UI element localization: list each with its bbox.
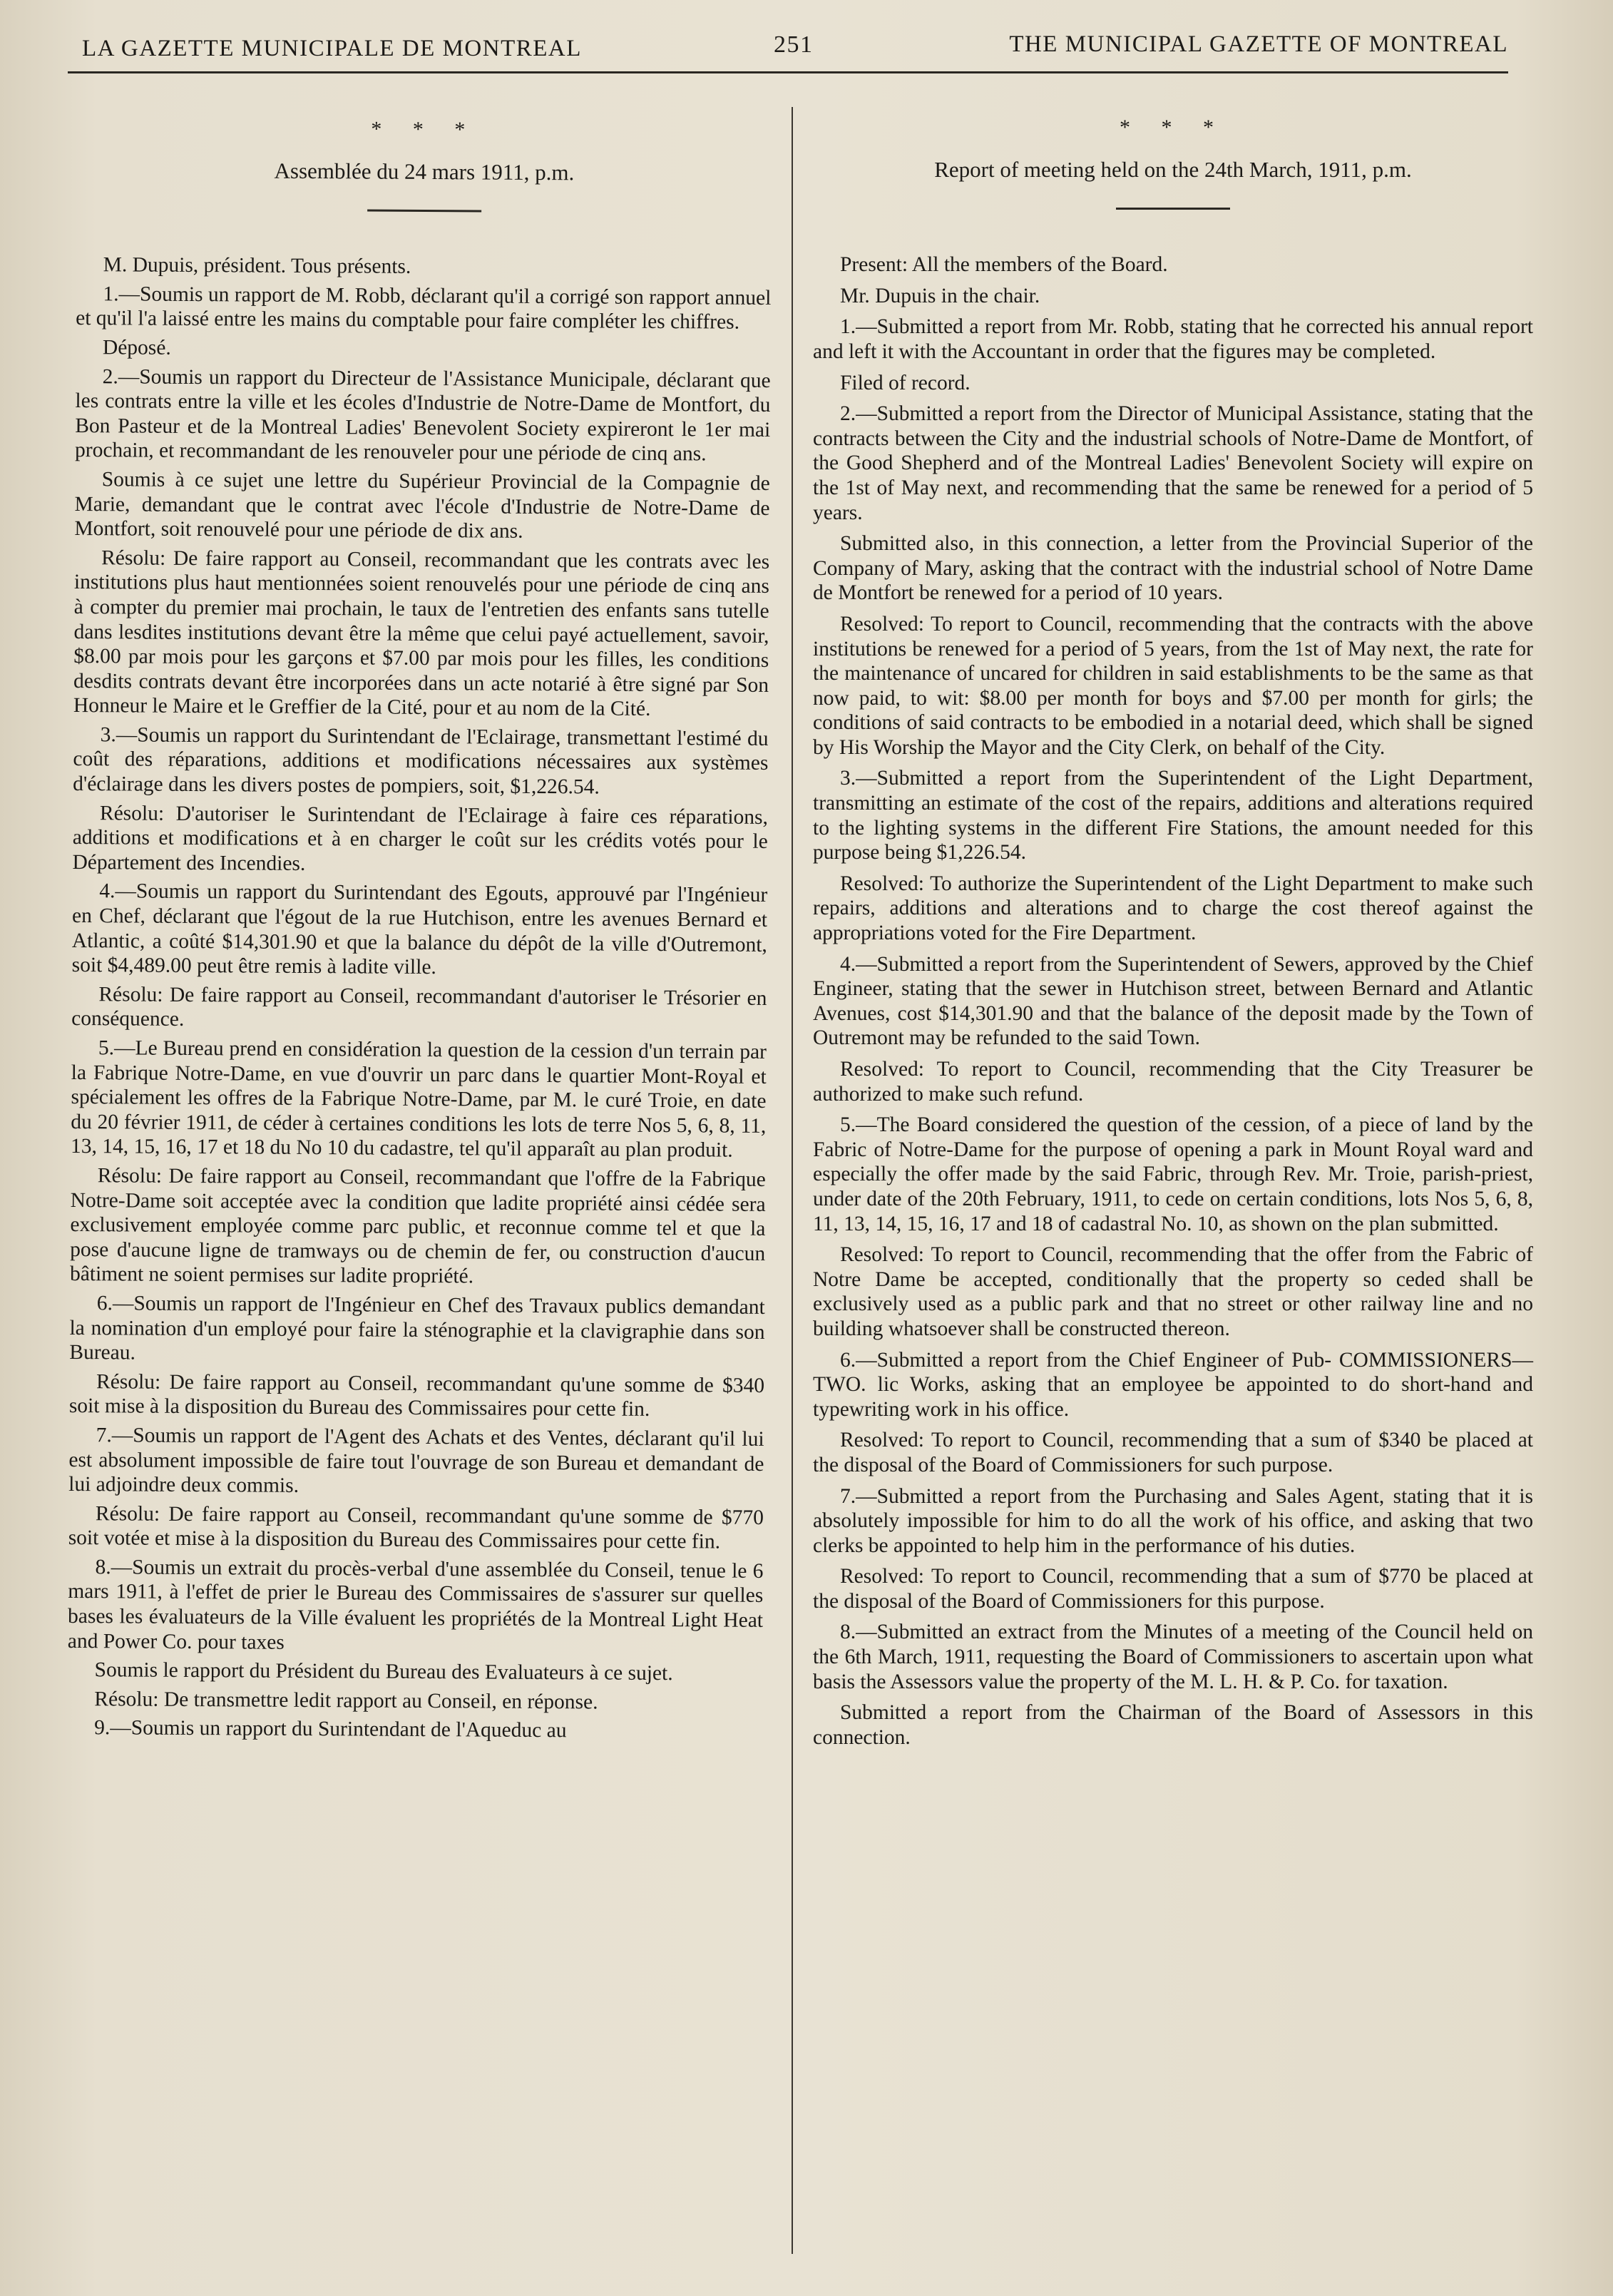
paragraph: 1.—Soumis un rapport de M. Robb, déclarant qu'il a corrigé son rapport annuel et qu'il l'a laissé entre les mains du comptable pour faire compléter les chiffres. <box>76 282 772 335</box>
page-number: 251 <box>774 31 814 58</box>
paragraph: 6.—Submitted a report from the Chief Engineer of Pub- COMMISSIONERS—TWO. lic Works, asking that an employee be appointed to do short-hand and typewriting work in his office. <box>813 1348 1533 1421</box>
paragraph: Résolu: De faire rapport au Conseil, recommandant d'autoriser le Trésorier en conséquence. <box>71 983 767 1031</box>
paragraph: 7.—Submitted a report from the Purchasing and Sales Agent, stating that it is absolutely impossible for him to do all the work of his office, and asking that two clerks be appointed to help him in the performance of his duties. <box>813 1484 1533 1557</box>
paragraph: 5.—The Board considered the question of the cession, of a piece of land by the Fabric of Notre-Dame for the purpose of opening a park in Mount Royal ward and especially the offer made by the said Fabric, through Rev. Mr. Troie, parish-priest, under date of the 20th February, 1911, to cede on certain conditions, lots Nos 5, 6, 8, 11, 13, 14, 15, 16, 17 and 18 of cadastral No. 10, as shown on the plan submitted. <box>813 1113 1533 1235</box>
paragraph: Resolved: To authorize the Superintendent of the Light Department to make such repairs, additions and alterations and to charge the cost thereof against the appropriations voted for the Fire Department. <box>813 872 1533 945</box>
paragraph: Résolu: De faire rapport au Conseil, recommandant que l'offre de la Fabrique Notre-Dame soit acceptée avec la condition que ladite propriété ainsi cédée sera exclusivement employée comme parc public, et reconnue comme tel et que la pose d'aucune ligne de tramways ou de chemin de fer, ou construction d'aucun bâtiment ne soient permises sur ladite propriété. <box>69 1164 766 1288</box>
paragraph: Déposé. <box>102 336 171 359</box>
paragraph: Resolved: To report to Council, recommending that the contracts with the above institutions be renewed for a period of 5 years, from the 1st of May next, the rate for the maintenance of uncared for children in said establishments to be the same as that now paid, to wit: $8.00 per month for boys and $7.00 per month for girls; the conditions of said contracts to be embodied in a notarial deed, which shall be signed by His Worship the Mayor and the City Clerk, on behalf of the City. <box>813 612 1533 759</box>
paragraph: 3.—Submitted a report from the Superintendent of the Light Department, transmitting an estimate of the cost of the repairs, additions and alterations required to the lighting systems in the different Fire Stations, the amount needed for this purpose being $1,226.54. <box>813 767 1533 864</box>
paragraph: Résolu: De transmettre ledit rapport au Conseil, en réponse. <box>94 1688 598 1714</box>
paragraph: 2.—Soumis un rapport du Directeur de l'Assistance Municipale, déclarant que les contrats entre la ville et les écoles d'Industrie de Notre-Dame de Montfort, du Bon Pasteur et de la Montreal Ladies' Benevolent Society expireront le 1er mai prochain, et recommandant de les renouveler pour une période de cinq ans. <box>74 364 771 466</box>
french-body <box>67 252 772 1745</box>
header-rule <box>68 71 1508 73</box>
paragraph: Résolu: De faire rapport au Conseil, recommandant qu'une somme de $770 soit votée et mise à la disposition du Bureau des Commissaires pour cette fin. <box>68 1501 764 1553</box>
paragraph: 6.—Soumis un rapport de l'Ingénieur en Chef des Travaux publics demandant la nomination d'un employé pour faire la sténographie et la clavigraphie dans son Bureau. <box>69 1292 765 1364</box>
header-title-french: LA GAZETTE MUNICIPALE DE MONTREAL <box>82 36 582 61</box>
english-column <box>813 107 1533 1756</box>
paragraph: Resolved: To report to Council, recommending that the City Treasurer be authorized to make such refund. <box>813 1058 1533 1106</box>
paragraph: Résolu: De faire rapport au Conseil, recommandant qu'une somme de $340 soit mise à la disposition du Bureau des Commissaires pour cette fin. <box>68 1369 765 1422</box>
heading-rule <box>367 210 481 213</box>
paragraph: Resolved: To report to Council, recommending that the offer from the Fabric of Notre Dame be accepted, conditionally that the property so ceded shall be exclusively used as a public park and that no street or other railway line and no building whatsoever shall be constructed thereon. <box>813 1243 1533 1340</box>
section-stars: * * * <box>1120 116 1227 139</box>
section-stars: * * * <box>371 117 478 142</box>
paragraph: M. Dupuis, président. Tous présents. <box>103 253 411 279</box>
paragraph: 3.—Soumis un rapport du Surintendant de l'Eclairage, transmettant l'estimé du coût des réparations, additions et modifications nécessaires aux systèmes d'éclairage dans les divers postes de pompiers, soit, $1,226.54. <box>73 723 769 799</box>
paragraph: Submitted also, in this connection, a letter from the Provincial Superior of the Company of Mary, asking that the contract with the industrial school of Notre Dame de Montfort be renewed for a period of 10 years. <box>813 532 1533 605</box>
section-heading: Report of meeting held on the 24th March, 1911, p.m. <box>934 156 1412 182</box>
header-title-english: THE MUNICIPAL GAZETTE OF MONTREAL <box>1009 31 1508 57</box>
paragraph: Submitted a report from the Chairman of the Board of Assessors in this connection. <box>813 1701 1533 1749</box>
paragraph: Résolu: De faire rapport au Conseil, recommandant que les contrats avec les institutions plus haut mentionnées soient renouvelés pour une période de cinq ans à compter du premier mai prochain, le taux de l'entretien des enfants sans tutelle dans lesdites institutions devant être la même que celui payé actuellement, savoir, $8.00 par mois pour les garçons et $7.00 par mois pour les filles, les conditions desdits contrats devant être incorporées dans un acte notarié à être signé par Son Honneur le Maire et le Greffier de la Cité, pour et au nom de la Cité. <box>73 546 770 721</box>
section-heading: Assemblée du 24 mars 1911, p.m. <box>274 158 575 185</box>
paragraph: Soumis le rapport du Président du Bureau des Evaluateurs à ce sujet. <box>94 1658 673 1685</box>
paragraph: 7.—Soumis un rapport de l'Agent des Achats et des Ventes, déclarant qu'il lui est absolument impossible de faire tout l'ouvrage de son Bureau et demandant de lui adjoindre deux commis. <box>68 1424 764 1498</box>
paragraph: Resolved: To report to Council, recommending that a sum of $340 be placed at the disposal of the Board of Commissioners for such purpose. <box>813 1429 1533 1476</box>
paragraph: Soumis à ce sujet une lettre du Supérieur Provincial de la Compagnie de Marie, demandant que le contrat avec l'école d'Industrie de Notre-Dame de Montfort, soit renouvelé pour une période de dix ans. <box>74 468 770 543</box>
paragraph: 4.—Submitted a report from the Superintendent of Sewers, approved by the Chief Engineer, stating that the sewer in Hutchison street, between Bernard and Atlantic Avenues, cost $14,301.90 and that the balance of the deposit made by the Town of Outremont may be refunded to the said Town. <box>813 952 1533 1050</box>
paragraph: 8.—Submitted an extract from the Minutes of a meeting of the Council held on the 6th March, 1911, requesting the Board of Commissioners to ascertain upon what basis the Assessors value the property of the M. L. H. & P. Co. for taxation. <box>813 1621 1533 1693</box>
paragraph: Resolved: To report to Council, recommending that a sum of $770 be placed at the disposal of the Board of Commissioners for this purpose. <box>813 1565 1533 1613</box>
french-column <box>67 107 772 1749</box>
paragraph: 9.—Soumis un rapport du Surintendant de l'Aqueduc au <box>94 1716 567 1743</box>
paragraph: 5.—Le Bureau prend en considération la question de la cession d'un terrain par la Fabrique Notre-Dame, en vue d'ouvrir un parc dans le quartier Mont-Royal et spécialement les offres de la Fabrique Notre-Dame, par M. le curé Troie, en date du 20 février 1911, de céder à certaines conditions les lots de terre Nos 5, 6, 8, 11, 13, 14, 15, 16, 17 et 18 du No 10 du cadastre, tel qu'il apparaît au plan produit. <box>70 1036 767 1163</box>
english-body <box>813 252 1533 1750</box>
page-header <box>82 27 1508 70</box>
paragraph: 1.—Submitted a report from Mr. Robb, stating that he corrected his annual report and left it with the Accountant in order that the figures may be completed. <box>813 315 1533 363</box>
paragraph: Résolu: D'autoriser le Surintendant de l'Eclairage à faire ces réparations, additions et modifications et à en charger le coût sur les crédits votés pour le Département des Incendies. <box>72 801 769 875</box>
column-divider <box>792 107 793 2254</box>
paragraph: 8.—Soumis un extrait du procès-verbal d'une assemblée du Conseil, tenue le 6 mars 1911, à l'effet de prier le Bureau des Commissaires de s'assurer sur quelles bases les évaluateurs de la Ville évaluent les propriétés de la Montreal Light Heat and Power Co. pour taxes <box>67 1556 764 1654</box>
paragraph: 4.—Soumis un rapport du Surintendant des Egouts, approuvé par l'Ingénieur en Chef, déclarant que l'égout de la rue Hutchison, entre les avenues Bernard et Atlantic, a coûté $14,301.90 et que la balance du dépôt de la ville d'Outremont, soit $4,489.00 peut être remis à ladite ville. <box>71 879 768 979</box>
heading-rule <box>1116 208 1230 210</box>
paragraph: Filed of record. <box>840 371 971 394</box>
paragraph: Present: All the members of the Board. <box>840 253 1168 277</box>
paragraph: 2.—Submitted a report from the Director of Municipal Assistance, stating that the contracts between the City and the industrial schools of Notre-Dame de Montfort, of the Good Shepherd and of the Montreal Ladies' Benevolent Society will expire on the 1st of May next, and recommending that the same be renewed for a period of 5 years. <box>813 402 1533 524</box>
paragraph: Mr. Dupuis in the chair. <box>840 284 1040 307</box>
